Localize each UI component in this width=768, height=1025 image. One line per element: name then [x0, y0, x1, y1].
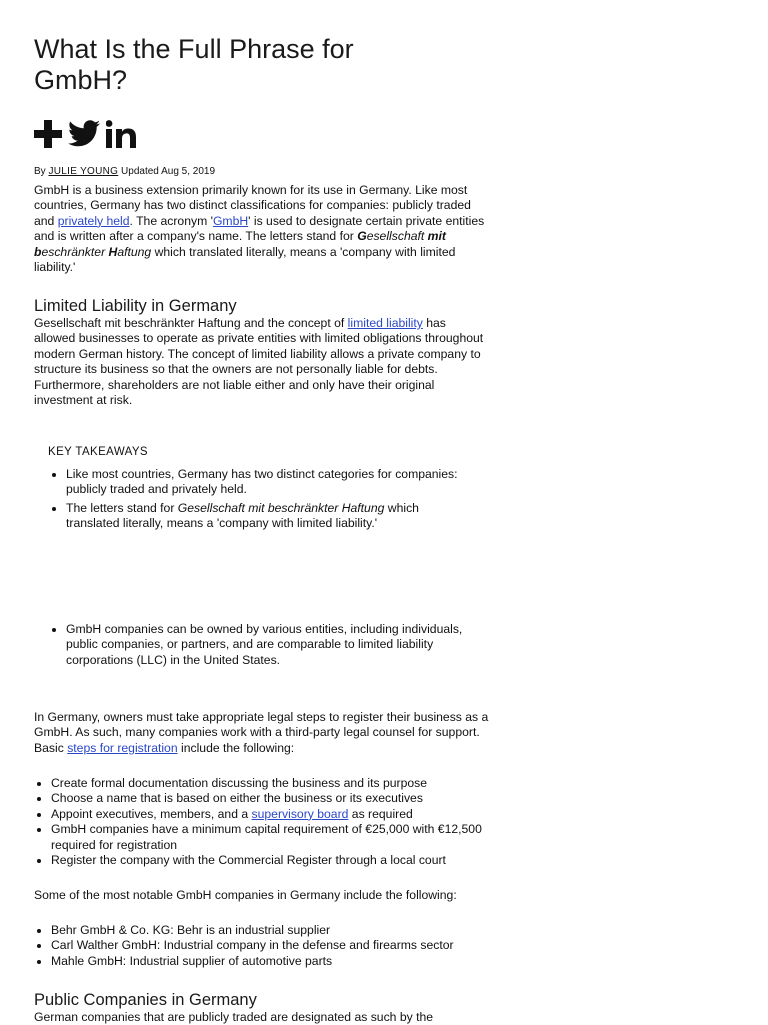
registration-paragraph: In Germany, owners must take appropriate legal steps to register their business as a GmbH. As such, many companies work with a third-party legal counsel for support. Basic steps for registration include the following:	[34, 710, 489, 755]
registration-steps-list	[34, 776, 491, 868]
key-takeaways-list-continued	[49, 622, 466, 671]
supervisory-board-link[interactable]: supervisory board	[251, 806, 349, 821]
list-item: • GmbH companies have a minimum capital requirement of €25,000 with €12,500 required for registration	[51, 822, 491, 853]
key-takeaways-heading: KEY TAKEAWAYS	[48, 446, 149, 458]
key-takeaways-list	[49, 467, 466, 535]
limited-liability-link[interactable]: limited liability	[347, 316, 423, 330]
updated-date: Updated Aug 5, 2019	[121, 166, 216, 177]
takeaway-item: • GmbH companies can be owned by various entities, including individuals, public companies, or partners, and are comparable to limited liability corporations (LLC) in the United States.	[66, 622, 466, 668]
list-item: • Carl Walther GmbH: Industrial company in the defense and firearms sector	[51, 938, 511, 953]
list-item: • Mahle GmbH: Industrial supplier of automotive parts	[51, 954, 511, 969]
list-item: • Register the company with the Commercial Register through a local court	[51, 853, 491, 868]
byline-by: By	[34, 166, 46, 177]
list-item: • Appoint executives, members, and a supervisory board as required	[51, 807, 491, 822]
twitter-icon[interactable]	[68, 120, 100, 148]
notable-companies-intro: Some of the most notable GmbH companies in Germany include the following:	[34, 888, 457, 902]
intro-paragraph: GmbH is a business extension primarily known for its use in Germany. Like most countries, Germany has two distinct classifications for companies: publicly traded and privately held. The acronym 'GmbH' is used to designate certain private entities and is written after a company's name. The letters stand for Gesellschaft mit beschränkter Haftung which translated literally, means a 'company with limited liability.'	[34, 183, 485, 275]
list-item: • Behr GmbH & Co. KG: Behr is an industrial supplier	[51, 923, 511, 938]
takeaway-item: • The letters stand for Gesellschaft mit beschränkter Haftung which translated literally, means a 'company with limited liability.'	[66, 501, 466, 532]
author-link[interactable]: JULIE YOUNG	[48, 166, 119, 177]
share-bar	[34, 116, 142, 152]
limited-liability-heading: Limited Liability in Germany	[34, 297, 237, 315]
plus-icon[interactable]	[34, 120, 62, 148]
public-companies-heading: Public Companies in Germany	[34, 991, 257, 1009]
notable-companies-list	[34, 923, 511, 969]
list-item: • Create formal documentation discussing the business and its purpose	[51, 776, 491, 791]
public-companies-paragraph: German companies that are publicly traded are designated as such by the	[34, 1010, 434, 1024]
article-title: What Is the Full Phrase for GmbH?	[34, 34, 354, 95]
limited-liability-paragraph: Gesellschaft mit beschränkter Haftung and the concept of limited liability has allowed businesses to operate as private entities with limited obligations throughout modern German history. The concept of limited liability allows a private company to structure its business so that the owners are not personally liable for debts. Furthermore, shareholders are not liable either and only have their original investment at risk.	[34, 316, 484, 408]
gmbh-link[interactable]: GmbH	[212, 213, 249, 228]
privately-held-link[interactable]: privately held	[57, 213, 130, 228]
list-item: • Choose a name that is based on either the business or its executives	[51, 791, 491, 806]
takeaway-item: • Like most countries, Germany has two distinct categories for companies: publicly traded and privately held.	[66, 467, 466, 498]
steps-for-registration-link[interactable]: steps for registration	[67, 740, 178, 755]
byline	[34, 166, 215, 178]
linkedin-icon[interactable]	[106, 120, 136, 148]
